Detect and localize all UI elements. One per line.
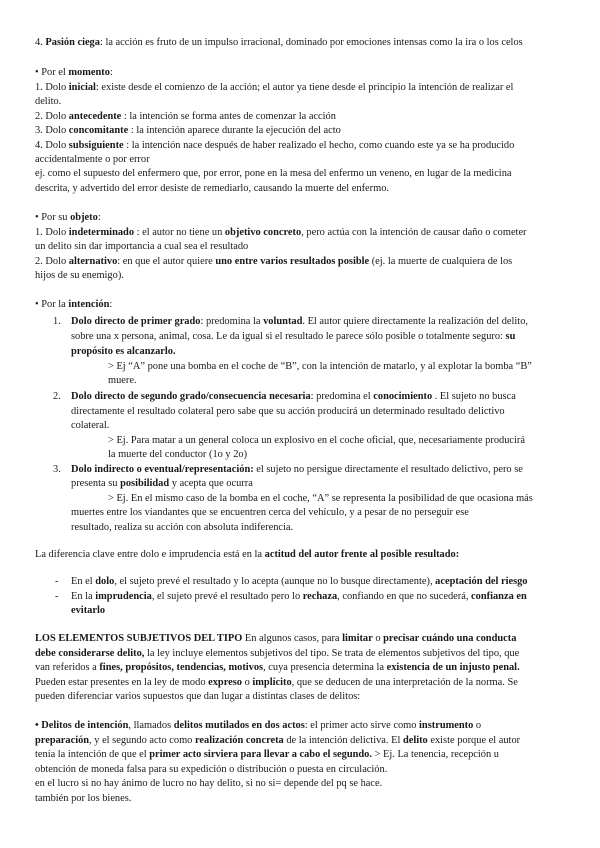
objeto-heading: • Por su objeto: [35, 212, 101, 223]
intencion-item-1: Dolo directo de primer grado: predomina la voluntad. El autor quiere directamente la realización del delito, [71, 316, 528, 327]
delitos-intencion-line-6: también por los bienes. [35, 793, 132, 804]
intencion-item-1-number: 1. [53, 316, 61, 327]
intencion-item-2-example-cont: la muerte del conductor (1o y 2o) [108, 449, 248, 460]
intencion-item-3-example-line-3: resultado, realiza su acción con absoluta indiferencia. [71, 522, 294, 533]
momento-item-3: 3. Dolo concomitante : la intención aparece durante la ejecución del acto [35, 125, 341, 136]
objeto-item-2: 2. Dolo alternativo: en que el autor quiere uno entre varios resultados posible (ej. la muerte de cualquiera de los [35, 256, 513, 267]
pasion-ciega-line: 4. Pasión ciega: la acción es fruto de un impulso irracional, dominado por emociones intensas como la ira o los celos [35, 37, 523, 48]
intencion-item-3-example-line-2: muertes entre los viandantes que se encuentren cerca del vehículo, y a pesar de no perseguir ese [71, 507, 469, 518]
intencion-item-3-number: 3. [53, 464, 61, 475]
diferencia-bullet-imprudencia: En la imprudencia, el sujeto prevé el resultado pero lo rechaza, confiando en que no sucederá, confianza en [71, 591, 527, 602]
intencion-heading: • Por la intención: [35, 299, 113, 310]
objeto-item-1: 1. Dolo indeterminado : el autor no tiene un objetivo concreto, pero actúa con la intención de causar daño o cometer [35, 227, 527, 238]
delitos-intencion-line-1: • Delitos de intención, llamados delitos mutilados en dos actos: el primer acto sirve como instrumento o [35, 720, 482, 731]
elementos-line-2: debe considerarse delito, la ley incluye elementos subjetivos del tipo. Se trata de elementos subjetivos del tipo, que [35, 648, 520, 659]
delitos-intencion-line-5: en el lucro si no hay ánimo de lucro no hay delito, si no si= depende del pq se hace. [35, 778, 383, 789]
momento-heading: • Por el momento: [35, 67, 113, 78]
objeto-item-2-cont: hijos de su enemigo). [35, 270, 124, 281]
objeto-item-1-cont: un delito sin dar importancia a cual sea el resultado [35, 241, 249, 252]
delitos-intencion-line-3: tenía la intención de que el primer acto sirviera para llevar a cabo el segundo. > Ej. La tenencia, recepción u [35, 749, 499, 760]
intencion-item-3: Dolo indirecto o eventual/representación: el sujeto no persigue directamente el resultado delictivo, pero se [71, 464, 523, 475]
diferencia-bullet-dolo: En el dolo, el sujeto prevé el resultado y lo acepta (aunque no lo busque directamente), aceptación del riesgo [71, 576, 528, 587]
intencion-item-3-line-2: presenta su posibilidad y acepta que ocurra [71, 478, 253, 489]
diferencia-dash-2: - [55, 591, 59, 602]
momento-item-4-cont: accidentalmente o por error [35, 154, 150, 165]
intencion-item-2-line-2: directamente el resultado colateral pero sabe que su acción producirá un determinado resultado delictivo [71, 406, 505, 417]
delitos-intencion-line-4: obtención de moneda falsa para su expedición o distribución o puesta en circulación. [35, 764, 388, 775]
intencion-item-1-example-cont: muere. [108, 375, 137, 386]
elementos-title: LOS ELEMENTOS SUBJETIVOS DEL TIPO [35, 633, 243, 644]
momento-item-1: 1. Dolo inicial: existe desde el comienzo de la acción; el autor ya tiene desde el principio la intención de realizar el [35, 82, 514, 93]
intencion-item-2-line-3: colateral. [71, 420, 110, 431]
intencion-item-3-example: > Ej. En el mismo caso de la bomba en el coche, “A” se representa la posibilidad de que ocasiona más [108, 493, 533, 504]
diferencia-dash-1: - [55, 576, 59, 587]
momento-item-1-cont: delito. [35, 96, 62, 107]
intencion-item-2-number: 2. [53, 391, 61, 402]
intencion-item-2-example: > Ej. Para matar a un general coloca un explosivo en el coche oficial, que, necesariamente producirá [108, 435, 525, 446]
momento-item-2: 2. Dolo antecedente : la intención se forma antes de comenzar la acción [35, 111, 336, 122]
momento-example-1: ej. como el supuesto del enfermero que, por error, pone en la mesa del enfermo un veneno, en lugar de la medicina [35, 168, 512, 179]
intencion-item-2: Dolo directo de segundo grado/consecuencia necesaria: predomina el conocimiento . El sujeto no busca [71, 391, 516, 402]
intencion-item-1-line-2: sobre una x persona, animal, cosa. Le da igual si el resultado le parece sólo posible o totalmente seguro: su [71, 331, 516, 342]
delitos-intencion-line-2: preparación, y el segundo acto como realización concreta de la intención delictiva. El delito existe porque el autor [35, 735, 521, 746]
diferencia-intro: La diferencia clave entre dolo e imprudencia está en la actitud del autor frente al posible resultado: [35, 549, 460, 560]
elementos-line-3: van referidos a fines, propósitos, tendencias, motivos, cuya presencia determina la existencia de un injusto penal. [35, 662, 520, 673]
momento-example-2: descrita, y advertido del error desiste de remediarlo, causando la muerte del enfermo. [35, 183, 389, 194]
elementos-line-1: LOS ELEMENTOS SUBJETIVOS DEL TIPO En algunos casos, para limitar o precisar cuándo una conducta [35, 633, 517, 644]
diferencia-bullet-imprudencia-cont: evitarlo [71, 605, 106, 616]
elementos-line-5: pueden diferenciar varios supuestos que dan lugar a distintas clases de delitos: [35, 691, 361, 702]
momento-item-4: 4. Dolo subsiguiente : la intención nace después de haber realizado el hecho, como cuando este ya se ha producido [35, 140, 515, 151]
intencion-item-1-line-3: propósito es alcanzarlo. [71, 346, 176, 357]
elementos-line-4: Pueden estar presentes en la ley de modo expreso o implícito, que se deducen de una interpretación de la norma. Se [35, 677, 518, 688]
intencion-item-1-example: > Ej “A” pone una bomba en el coche de “B”, con la intención de matarlo, y al explotar la bomba “B” [108, 361, 532, 372]
